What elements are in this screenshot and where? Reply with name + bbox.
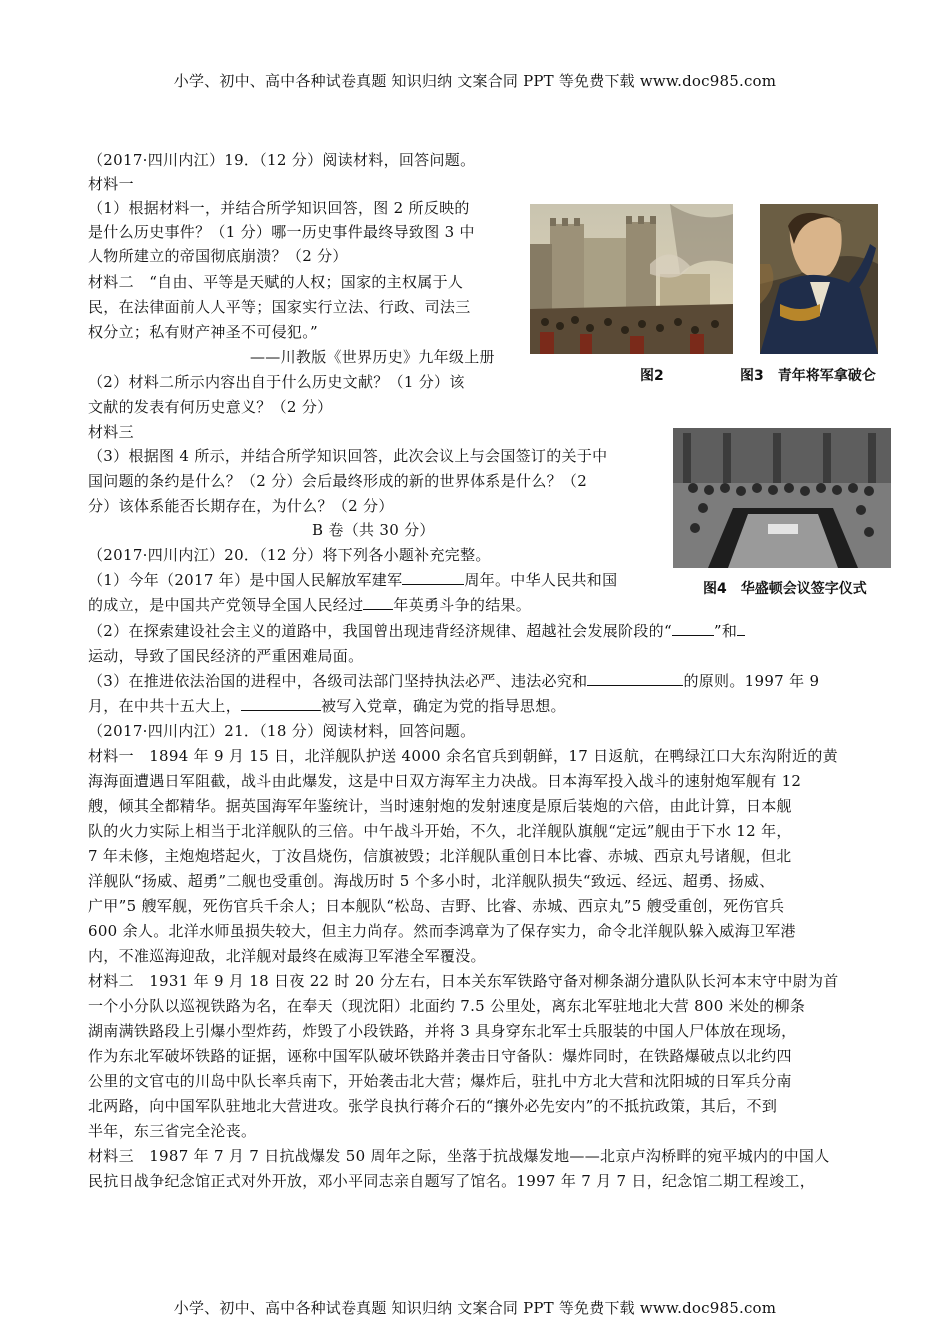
q19-material-3-label: 材料三 xyxy=(88,423,134,441)
q21-title: （2017·四川内江）21．（18 分）阅读材料，回答问题。 xyxy=(88,722,476,740)
figure-2-bastille-painting xyxy=(530,204,733,354)
q20-item2-line2: 运动，导致了国民经济的严重困难局面。 xyxy=(88,647,364,665)
q19-material-1-label: 材料一 xyxy=(88,175,134,193)
q21-material-1-line: 内，不准巡海迎敌，北洋舰对最终在威海卫军港全军覆没。 xyxy=(88,947,486,965)
q20-item2-text: （2）在探索建设社会主义的道路中，我国曾出现违背经济规律、超越社会发展阶段的“ xyxy=(88,622,672,640)
q20-item2-text: ”和 xyxy=(713,622,738,640)
q19-part3-line: （3）根据图 4 所示，并结合所学知识回答，此次会议上与会国签订的关于中 xyxy=(88,447,608,465)
q19-title: （2017·四川内江）19．（12 分）阅读材料，回答问题。 xyxy=(88,151,476,169)
answer-blank[interactable] xyxy=(587,671,683,686)
q21-material-1-line: 7 年未修，主炮炮塔起火，丁汝昌烧伤，信旗被毁；北洋舰队重创日本比睿、赤城、西京丸号诸舰，但北 xyxy=(88,847,792,865)
q21-material-1-line: 材料一 1894 年 9 月 15 日，北洋舰队护送 4000 余名官兵到朝鲜，17 日返航，在鸭绿江口大东沟附近的黄 xyxy=(88,747,838,765)
q21-material-1-line: 洋舰队“扬威、超勇”二舰也受重创。海战历时 5 个多小时，北洋舰队损失“致远、经远、超勇、扬威、 xyxy=(88,872,775,890)
q19-part1-line: 是什么历史事件？（1 分）哪一历史事件最终导致图 3 中 xyxy=(88,223,475,241)
figure-3-napoleon-portrait xyxy=(760,204,878,354)
q20-item3-text: 月，在中共十五大上， xyxy=(88,697,242,715)
figure-4-caption: 图4 华盛顿会议签字仪式 xyxy=(703,581,867,597)
q20-item1-text: （1）今年（2017 年）是中国人民解放军建军 xyxy=(88,571,403,589)
bastille-illustration xyxy=(530,204,733,354)
q20-item1-line2 xyxy=(88,593,531,617)
q19-part1-line: （1）根据材料一，并结合所学知识回答，图 2 所反映的 xyxy=(88,199,470,217)
q20-item1-text: 周年。中华人民共和国 xyxy=(464,571,618,589)
q21-material-1-line: 600 余人。北洋水师虽损失较大，但主力尚存。然而李鸿章为了保存实力，命令北洋舰队躲入威海卫军港 xyxy=(88,922,796,940)
figure-2-caption: 图2 xyxy=(640,368,664,384)
q21-material-1-line: 广甲”5 艘军舰，死伤官兵千余人；日本舰队“松岛、吉野、比睿、赤城、西京丸”5 艘受重创，死伤官兵 xyxy=(88,897,785,915)
q20-title: （2017·四川内江）20．（12 分）将下列各小题补充完整。 xyxy=(88,546,491,564)
q19-part2-line: （2）材料二所示内容出自于什么历史文献？（1 分）该 xyxy=(88,373,465,391)
q20-item1-line1 xyxy=(88,568,617,592)
answer-blank[interactable] xyxy=(672,621,714,636)
figure-4-washington-conference-photo xyxy=(673,428,891,568)
answer-blank[interactable] xyxy=(737,621,745,636)
q19-material-2-line: 权分立；私有财产神圣不可侵犯。” xyxy=(88,323,318,341)
page-header: 小学、初中、高中各种试卷真题 知识归纳 文案合同 PPT 等免费下载 www.doc985.com xyxy=(173,72,777,90)
q21-material-2-line: 一个小分队以巡视铁路为名，在奉天（现沈阳）北面约 7.5 公里处，离东北军驻地北大营 800 米处的柳条 xyxy=(88,997,806,1015)
q20-item3-text: （3）在推进依法治国的进程中，各级司法部门坚持执法必严、违法必究和 xyxy=(88,672,588,690)
q20-item1-text: 的成立，是中国共产党领导全国人民经过 xyxy=(88,596,364,614)
washington-conference-illustration xyxy=(673,428,891,568)
q21-material-1-line: 队的火力实际上相当于北洋舰队的三倍。中午战斗开始，不久，北洋舰队旗舰“定远”舰由于下水 12 年， xyxy=(88,822,792,840)
figure-3-caption: 图3 青年将军拿破仑 xyxy=(740,368,876,384)
q19-part3-line: 国问题的条约是什么？（2 分）会后最终形成的新的世界体系是什么？（2 xyxy=(88,472,588,490)
q20-item3-line2 xyxy=(88,694,566,718)
q21-material-2-line: 作为东北军破坏铁路的证据，诬称中国军队破坏铁路并袭击日守备队：爆炸同时，在铁路爆破点以北约四 xyxy=(88,1047,792,1065)
q20-item3-line1 xyxy=(88,669,819,693)
q19-part3-line: 分）该体系能否长期存在，为什么？（2 分） xyxy=(88,497,394,515)
page-footer: 小学、初中、高中各种试卷真题 知识归纳 文案合同 PPT 等免费下载 www.doc985.com xyxy=(173,1299,777,1317)
q21-material-2-line: 材料二 1931 年 9 月 18 日夜 22 时 20 分左右，日本关东军铁路守备对柳条湖分遣队队长河本末守中尉为首 xyxy=(88,972,839,990)
q20-item3-text: 的原则。1997 年 9 xyxy=(683,672,820,690)
answer-blank[interactable] xyxy=(363,595,393,610)
q19-part2-line: 文献的发表有何历史意义？（2 分） xyxy=(88,398,333,416)
q21-material-2-line: 公里的文官屯的川岛中队长率兵南下，开始袭击北大营；爆炸后，驻扎中方北大营和沈阳城的日军兵分南 xyxy=(88,1072,792,1090)
q19-part1-line: 人物所建立的帝国彻底崩溃？（2 分） xyxy=(88,247,348,265)
q21-material-3-line: 材料三 1987 年 7 月 7 日抗战爆发 50 周年之际，坐落于抗战爆发地——北京卢沟桥畔的宛平城内的中国人 xyxy=(88,1147,830,1165)
napoleon-illustration xyxy=(760,204,878,354)
answer-blank[interactable] xyxy=(402,570,464,585)
q21-material-2-line: 北两路，向中国军队驻地北大营进攻。张学良执行蒋介石的“攘外必先安内”的不抵抗政策，其后，不到 xyxy=(88,1097,778,1115)
q20-item1-text: 年英勇斗争的结果。 xyxy=(393,596,532,614)
q21-material-1-line: 艘，倾其全都精华。据英国海军年鉴统计，当时速射炮的发射速度是原后装炮的六倍，由此计算，日本舰 xyxy=(88,797,792,815)
q21-material-3-line: 民抗日战争纪念馆正式对外开放，邓小平同志亲自题写了馆名。1997 年 7 月 7 日，纪念馆二期工程竣工， xyxy=(88,1172,816,1190)
q19-material-2-source: ——川教版《世界历史》九年级上册 xyxy=(250,348,495,366)
q20-item3-text: 被写入党章，确定为党的指导思想。 xyxy=(321,697,566,715)
q19-material-2-line: 民，在法律面前人人平等；国家实行立法、行政、司法三 xyxy=(88,298,471,316)
answer-blank[interactable] xyxy=(241,696,321,711)
q21-material-2-line: 湖南满铁路段上引爆小型炸药，炸毁了小段铁路，并将 3 具身穿东北军士兵服装的中国人尸体放在现场， xyxy=(88,1022,797,1040)
part-b-heading: B 卷（共 30 分） xyxy=(312,521,435,539)
q19-material-2-line: 材料二 “自由、平等是天赋的人权；国家的主权属于人 xyxy=(88,273,464,291)
q21-material-2-line: 半年，东三省完全沦丧。 xyxy=(88,1122,257,1140)
q20-item2-line1 xyxy=(88,619,745,643)
q21-material-1-line: 海海面遭遇日军阻截，战斗由此爆发，这是中日双方海军主力决战。日本海军投入战斗的速射炮军舰有 12 xyxy=(88,772,802,790)
